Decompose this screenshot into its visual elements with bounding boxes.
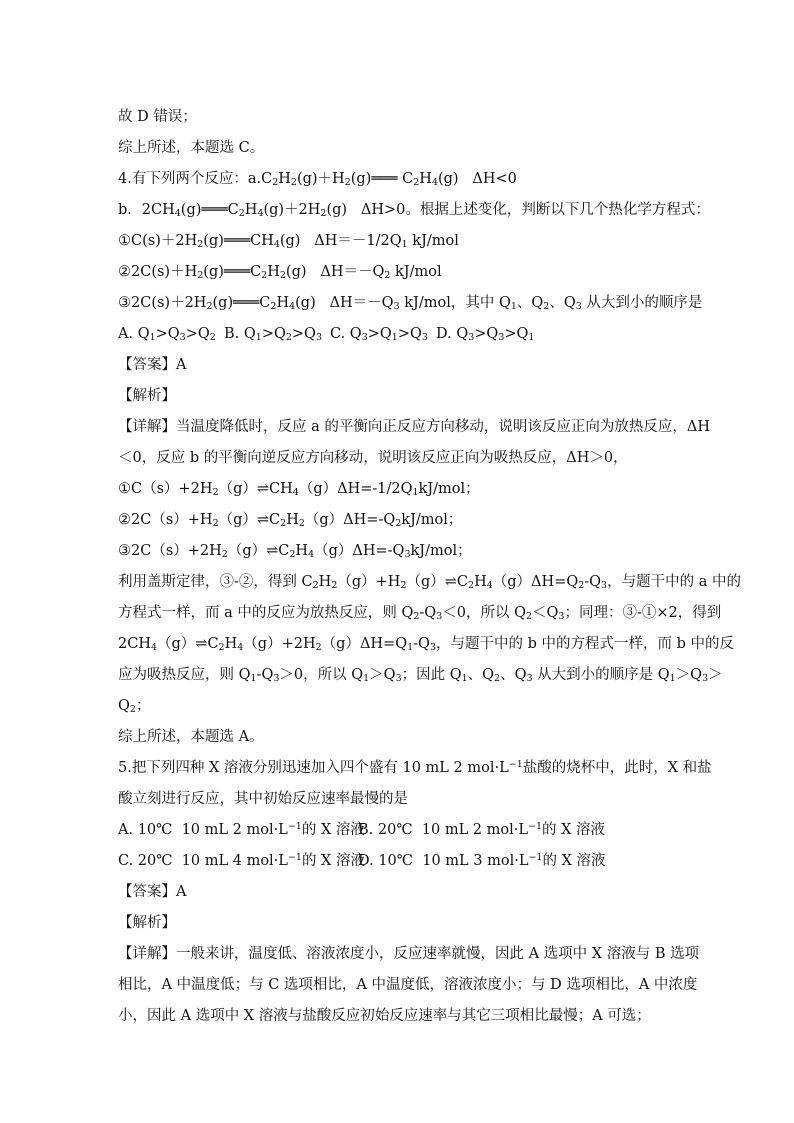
- answer-option: C. $Q_3>Q_1>Q_3$: [330, 326, 428, 343]
- text-line: 综上所述，本题选 C。: [118, 140, 265, 156]
- text-line: 故 D 错误；: [118, 109, 197, 125]
- options-q4: [118, 324, 556, 344]
- text-line: 【详解】当温度降低时，反应 a 的平衡向正反应方向移动，说明该反应正向为放热反应，ΔH: [118, 419, 710, 435]
- text-line: 【答案】A: [118, 357, 187, 373]
- text-line: 【解析】: [118, 388, 176, 404]
- text-line: $Q_2$；: [118, 698, 151, 715]
- text-line: $②2C(s)+H_2(g)\rightleftharpoons C_2H_2(g)\Delta H=-Q_2kJ$/mol；: [118, 512, 463, 529]
- text-line: 5.把下列四种 X 溶液分别迅速加入四个盛有 10 mL 2 $mol\cdot L^{-1}$盐酸的烧杯中，此时，X 和盐: [118, 759, 712, 776]
- text-line: 综上所述，本题选 A。: [118, 729, 264, 745]
- answer-option: D. $Q_3>Q_3>Q_1$: [436, 326, 535, 343]
- text-line: 【答案】A: [118, 884, 187, 900]
- answer-option: C. 20℃ 10 mL 4 $mol\cdot L^{-1}$的 X 溶液: [118, 852, 365, 869]
- text-line: 利用盖斯定律，③-②，得到 $C_2H_2(g)+H_2(g)\rightleftharpoons C_2H_4(g)\Delta H=Q_2-Q_3$，与题干中的 a 中的: [118, 574, 741, 591]
- text-line: 方程式一样，而 a 中的反应为放热反应，则 $Q_2-Q_3<0$，所以 $Q_2<Q_3$；同理：③-①×2，得到: [118, 605, 722, 622]
- text-line: $③2C(s)+2H_2(g)═══C_2H_4(g)$ $\Delta H=-Q_3$ kJ/mol，其中 $Q_1$、$Q_2$、$Q_3$ 从大到小的顺序是: [118, 295, 703, 312]
- text-line: 相比，A 中温度低；与 C 选项相比，A 中温度低，溶液浓度小；与 D 选项相比，A 中浓度: [118, 977, 698, 993]
- text-line: 应为吸热反应，则 $Q_1-Q_3>0$，所以 $Q_1>Q_3$；因此 $Q_1$、$Q_2$、$Q_3$ 从大到小的顺序是 $Q_1>Q_3>$: [118, 667, 723, 684]
- text-line: ＜0，反应 b 的平衡向逆反应方向移动，说明该反应正向为吸热反应，ΔH＞0，: [118, 450, 628, 466]
- answer-option: B. $Q_1>Q_2>Q_3$: [224, 326, 322, 343]
- options-q5-row2: [118, 851, 606, 871]
- answer-option: B. 20℃ 10 mL 2 $mol\cdot L^{-1}$的 X 溶液: [358, 821, 606, 838]
- answer-option: A. 10℃ 10 mL 2 $mol\cdot L^{-1}$的 X 溶液: [118, 821, 365, 838]
- options-q5-row1: [118, 820, 606, 840]
- answer-option: D. 10℃ 10 mL 3 $mol\cdot L^{-1}$的 X 溶液: [358, 852, 606, 869]
- text-line: 4.有下列两个反应：$a.C_2H_2(g)+H_2(g)═══$ $C_2H_4(g)$ ΔH<0: [118, 171, 517, 188]
- text-line: $①C(s)+2H_2(g)═══CH_4(g)$ $\Delta H=-1/2Q_1$ kJ/mol: [118, 233, 459, 250]
- text-line: $③2C(s)+2H_2(g)\rightleftharpoons C_2H_4(g)\Delta H=-Q_3kJ$/mol；: [118, 543, 472, 560]
- text-line: $2CH_4(g)\rightleftharpoons C_2H_4(g)+2H_2(g)\Delta H=Q_1-Q_3$，与题干中的 b 中的方程式一样，而 b 中的反: [118, 636, 734, 653]
- text-line: 小，因此 A 选项中 X 溶液与盐酸反应初始反应速率与其它三项相比最慢；A 可选；: [118, 1008, 651, 1024]
- text-line: 酸立刻进行反应，其中初始反应速率最慢的是: [118, 791, 408, 807]
- text-line: b．$2CH_4(g)═══C_2H_4(g)+2H_2(g)$ ΔH>0。根据上述变化，判断以下几个热化学方程式：: [118, 202, 710, 219]
- text-line: $①C(s)+2H_2(g)\rightleftharpoons CH_4(g)\Delta H=-1/2Q_1kJ$/mol；: [118, 481, 480, 498]
- answer-option: A. $Q_1>Q_3>Q_2$: [118, 326, 216, 343]
- text-line: 【详解】一般来讲，温度低、溶液浓度小，反应速率就慢，因此 A 选项中 X 溶液与 B 选项: [118, 946, 700, 962]
- text-line: $②2C(s)+H_2(g)═══C_2H_2(g)$ $\Delta H=-Q_2$ kJ/mol: [118, 264, 442, 281]
- text-line: 【解析】: [118, 915, 176, 931]
